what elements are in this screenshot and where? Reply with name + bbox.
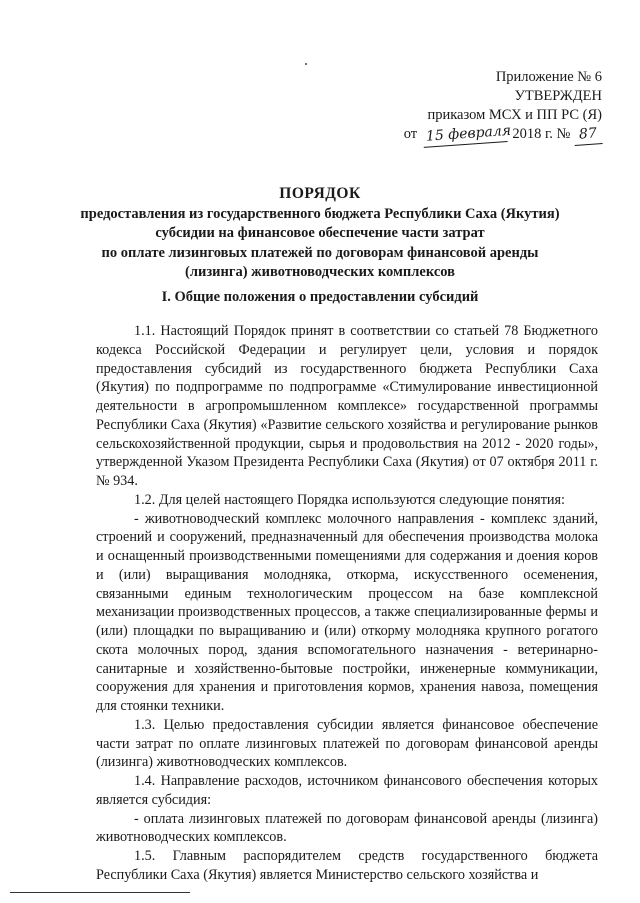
title-line: предоставления из государственного бюджета Республики Саха (Якутия) (80, 206, 560, 223)
footnote-separator (10, 892, 190, 893)
year-number-label: 2018 г. № (512, 126, 571, 142)
title-main: ПОРЯДОК (279, 185, 361, 202)
handwritten-date: 15 февраля (422, 122, 507, 148)
scan-speck (305, 63, 307, 65)
paragraph: - оплата лизинговых платежей по договорам финансовой аренды (лизинга) животноводческих комплексов. (96, 810, 598, 846)
appendix-label: Приложение № 6 (495, 69, 602, 85)
handwritten-number: 87 (573, 124, 602, 146)
paragraph: 1.2. Для целей настоящего Порядка используются следующие понятия: (134, 491, 565, 508)
paragraph: - животноводческий комплекс молочного направления - комплекс зданий, строений и сооружений, предназначенный для обеспечения производства молока и оснащенный производственными помещениями для содержания и доения коров и (или) выращивания молодняка, откорма, искусственного осеменения, связанными единым технологическим процессом на базе комплексной механизации производственных процессов, а также специализированные фермы и (или) площадки по выращиванию и (или) откорму молодняка крупного рогатого скота молочных пород, здания вспомогательного назначения - ветеринарно-санитарные и хозяйственно-бытовые постройки, инженерные коммуникации, сооружения для хранения и приготовления кормов, хранения навоза, помещения для стоянки техники. (96, 510, 598, 714)
date-line (302, 122, 602, 145)
title-line: субсидии на финансовое обеспечение части затрат (155, 225, 485, 242)
paragraph: 1.4. Направление расходов, источником финансового обеспечения которых является субсидия: (96, 773, 598, 808)
document-title (0, 184, 640, 282)
order-label: приказом МСХ и ПП РС (Я) (427, 107, 602, 123)
section-heading: I. Общие положения о предоставлении субсидий (161, 289, 479, 305)
approved-label: УТВЕРЖДЕН (514, 88, 602, 104)
paragraph: 1.1. Настоящий Порядок принят в соответствии со статьей 78 Бюджетного кодекса Российской Федерации и регулирует цели, условия и порядок предоставления субсидий из государственного бюджета Республики Саха (Якутия) по подпрограмме по подпрограмме «Стимулирование инвестиционной деятельности в агропромышленном комплексе» государственной программы Республики Саха (Якутия) «Развитие сельского хозяйства и регулирование рынков сельскохозяйственной продукции, сырья и продовольствия на 2012 - 2020 годы», утвержденной Указом Президента Республики Саха (Якутия) от 07 октября 2011 г. № 934. (96, 323, 598, 489)
date-prefix: от (403, 126, 418, 142)
title-line: по оплате лизинговых платежей по договорам финансовой аренды (101, 244, 539, 261)
paragraph: 1.5. Главным распорядителем средств государственного бюджета Республики Саха (Якутия) является Министерство сельского хозяйства и (96, 848, 598, 883)
document-body (96, 322, 598, 885)
approval-header (302, 68, 602, 145)
paragraph: 1.3. Целью предоставления субсидии является финансовое обеспечение части затрат по оплате лизинговых платежей по договорам финансовой аренды (лизинга) животноводческих комплексов. (96, 716, 598, 771)
title-line: (лизинга) животноводческих комплексов (185, 263, 455, 280)
